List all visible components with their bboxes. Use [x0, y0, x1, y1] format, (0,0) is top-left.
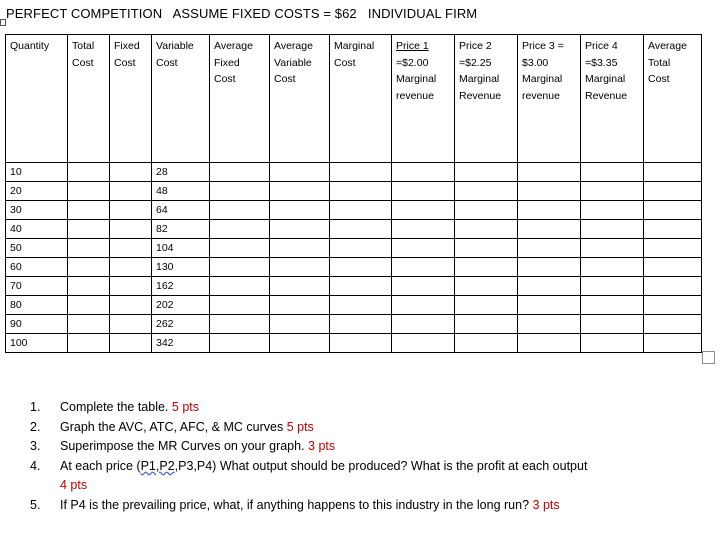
empty-cell[interactable]: [644, 201, 702, 220]
column-header: [644, 35, 702, 163]
column-header-line: Variable: [156, 40, 194, 52]
quantity-cell[interactable]: 80: [6, 296, 68, 315]
empty-cell[interactable]: [644, 182, 702, 201]
quantity-cell[interactable]: 70: [6, 277, 68, 296]
empty-cell[interactable]: [392, 220, 455, 239]
column-header: [152, 35, 210, 163]
empty-cell[interactable]: [210, 277, 270, 296]
instruction-5: [30, 496, 710, 516]
empty-cell[interactable]: [68, 201, 110, 220]
instruction-number: 4.: [30, 458, 41, 473]
empty-cell[interactable]: [330, 334, 392, 353]
empty-cell[interactable]: [210, 163, 270, 182]
quantity-cell[interactable]: 40: [6, 220, 68, 239]
empty-cell[interactable]: [68, 315, 110, 334]
instruction-text: Complete the table.: [60, 400, 169, 414]
empty-cell[interactable]: [68, 182, 110, 201]
table-header-row: [6, 35, 702, 163]
points-label: 3 pts: [308, 439, 336, 453]
empty-cell[interactable]: [518, 277, 581, 296]
table-row: [6, 182, 702, 201]
instruction-number: 1.: [30, 400, 41, 414]
column-header-line: Fixed: [214, 56, 240, 69]
variable-cost-cell[interactable]: 28: [152, 163, 210, 182]
table-row: [6, 163, 702, 182]
empty-cell[interactable]: [68, 334, 110, 353]
column-header-line: Marginal: [585, 73, 626, 85]
empty-cell[interactable]: [270, 258, 330, 277]
column-header: [518, 35, 581, 163]
empty-cell[interactable]: [581, 296, 644, 315]
empty-cell[interactable]: [330, 296, 392, 315]
empty-cell[interactable]: [110, 315, 152, 334]
empty-cell[interactable]: [270, 182, 330, 201]
column-header: [68, 35, 110, 163]
empty-cell[interactable]: [518, 296, 581, 315]
instructions-list: [30, 398, 710, 515]
instruction-text-cont: ,P3,P4) What output should be produced? What is the profit at each output: [174, 458, 588, 473]
empty-cell[interactable]: [455, 315, 518, 334]
column-header-line: Cost: [114, 56, 136, 69]
variable-cost-cell[interactable]: 262: [152, 315, 210, 334]
instruction-1: [30, 398, 710, 418]
points-label: 5 pts: [286, 419, 314, 434]
empty-cell[interactable]: [210, 220, 270, 239]
table-row: [6, 201, 702, 220]
table-move-handle[interactable]: [0, 19, 6, 26]
empty-cell[interactable]: [581, 334, 644, 353]
instruction-number: 5.: [30, 497, 41, 512]
empty-cell[interactable]: [455, 239, 518, 258]
empty-cell[interactable]: [644, 334, 702, 353]
empty-cell[interactable]: [644, 315, 702, 334]
table-row: [6, 296, 702, 315]
column-header-line: Marginal: [334, 40, 375, 52]
empty-cell[interactable]: [210, 239, 270, 258]
empty-cell[interactable]: [518, 239, 581, 258]
empty-cell[interactable]: [270, 201, 330, 220]
empty-cell[interactable]: [644, 239, 702, 258]
points-label: 3 pts: [532, 497, 560, 512]
column-header: [581, 35, 644, 163]
column-header-line: =$3.35: [585, 56, 618, 69]
table-row: [6, 239, 702, 258]
column-header-line: Cost: [72, 56, 94, 69]
column-header-line: Cost: [156, 56, 178, 69]
empty-cell[interactable]: [330, 315, 392, 334]
empty-cell[interactable]: [270, 296, 330, 315]
empty-cell[interactable]: [68, 258, 110, 277]
column-header-line: Average: [214, 40, 253, 52]
column-header-line: Variable: [274, 56, 312, 69]
document-title: PERFECT COMPETITION ASSUME FIXED COSTS = $62 INDIVIDUAL FIRM: [6, 6, 478, 21]
column-header-line: Marginal: [459, 73, 500, 85]
column-header-line: Price 3 =: [522, 40, 564, 52]
empty-cell[interactable]: [581, 201, 644, 220]
empty-cell[interactable]: [270, 315, 330, 334]
empty-cell[interactable]: [581, 220, 644, 239]
column-header-line: revenue: [396, 89, 434, 102]
empty-cell[interactable]: [392, 201, 455, 220]
points-label: 4 pts: [60, 478, 88, 492]
empty-cell[interactable]: [110, 334, 152, 353]
empty-cell[interactable]: [455, 296, 518, 315]
empty-cell[interactable]: [110, 258, 152, 277]
empty-cell[interactable]: [210, 315, 270, 334]
instruction-2: [30, 418, 710, 438]
empty-cell[interactable]: [110, 296, 152, 315]
empty-cell[interactable]: [455, 163, 518, 182]
column-header-line: Average: [648, 40, 687, 52]
column-header: [330, 35, 392, 163]
column-header: [270, 35, 330, 163]
empty-cell[interactable]: [518, 163, 581, 182]
column-header-line: Price 2: [459, 40, 492, 52]
empty-cell[interactable]: [392, 239, 455, 258]
variable-cost-cell[interactable]: 64: [152, 201, 210, 220]
quantity-cell[interactable]: 30: [6, 201, 68, 220]
table-body: [6, 163, 702, 353]
spellcheck-flagged-text: P1,P2: [140, 458, 175, 473]
column-header: [210, 35, 270, 163]
empty-cell[interactable]: [270, 163, 330, 182]
instruction-text: Superimpose the MR Curves on your graph.: [60, 439, 305, 453]
variable-cost-cell[interactable]: 104: [152, 239, 210, 258]
variable-cost-cell[interactable]: 202: [152, 296, 210, 315]
table-row: [6, 334, 702, 353]
column-header-line: Revenue: [459, 89, 502, 102]
empty-cell[interactable]: [518, 220, 581, 239]
empty-cell[interactable]: [210, 296, 270, 315]
empty-cell[interactable]: [581, 239, 644, 258]
variable-cost-cell[interactable]: 130: [152, 258, 210, 277]
empty-cell[interactable]: [330, 201, 392, 220]
empty-cell[interactable]: [110, 201, 152, 220]
empty-cell[interactable]: [644, 258, 702, 277]
empty-cell[interactable]: [455, 277, 518, 296]
column-header-line: Price 4: [585, 40, 618, 52]
instruction-3: [30, 437, 710, 457]
column-header-line: Price 1: [396, 40, 429, 52]
empty-cell[interactable]: [392, 182, 455, 201]
empty-cell[interactable]: [68, 239, 110, 258]
empty-cell[interactable]: [455, 182, 518, 201]
column-header-line: Revenue: [585, 89, 628, 102]
empty-cell[interactable]: [644, 296, 702, 315]
empty-cell[interactable]: [330, 258, 392, 277]
empty-cell[interactable]: [110, 163, 152, 182]
empty-cell[interactable]: [455, 201, 518, 220]
table-resize-handle[interactable]: [702, 351, 715, 364]
empty-cell[interactable]: [330, 220, 392, 239]
quantity-cell[interactable]: 90: [6, 315, 68, 334]
empty-cell[interactable]: [581, 315, 644, 334]
empty-cell[interactable]: [392, 258, 455, 277]
empty-cell[interactable]: [581, 163, 644, 182]
empty-cell[interactable]: [110, 182, 152, 201]
column-header-line: Cost: [648, 73, 670, 85]
empty-cell[interactable]: [68, 277, 110, 296]
empty-cell[interactable]: [210, 182, 270, 201]
empty-cell[interactable]: [455, 258, 518, 277]
instruction-number: 3.: [30, 439, 41, 453]
quantity-cell[interactable]: 10: [6, 163, 68, 182]
empty-cell[interactable]: [330, 277, 392, 296]
empty-cell[interactable]: [455, 220, 518, 239]
empty-cell[interactable]: [392, 296, 455, 315]
quantity-cell[interactable]: 50: [6, 239, 68, 258]
empty-cell[interactable]: [581, 277, 644, 296]
empty-cell[interactable]: [581, 182, 644, 201]
empty-cell[interactable]: [392, 163, 455, 182]
empty-cell[interactable]: [581, 258, 644, 277]
quantity-cell[interactable]: 20: [6, 182, 68, 201]
empty-cell[interactable]: [455, 334, 518, 353]
empty-cell[interactable]: [68, 220, 110, 239]
empty-cell[interactable]: [644, 163, 702, 182]
column-header-line: Average: [274, 40, 313, 52]
instruction-text: At each price (: [60, 458, 141, 473]
empty-cell[interactable]: [518, 258, 581, 277]
variable-cost-cell[interactable]: 82: [152, 220, 210, 239]
variable-cost-cell[interactable]: 342: [152, 334, 210, 353]
instruction-4: [30, 457, 710, 496]
table-row: [6, 315, 702, 334]
empty-cell[interactable]: [518, 334, 581, 353]
column-header: [6, 35, 68, 163]
column-header: [392, 35, 455, 163]
empty-cell[interactable]: [392, 277, 455, 296]
column-header-line: =$2.25: [459, 56, 492, 69]
empty-cell[interactable]: [518, 201, 581, 220]
variable-cost-cell[interactable]: 48: [152, 182, 210, 201]
empty-cell[interactable]: [110, 220, 152, 239]
column-header-line: $3.00: [522, 56, 549, 69]
column-header-line: Total: [72, 40, 95, 52]
column-header-line: Cost: [214, 73, 236, 85]
empty-cell[interactable]: [68, 163, 110, 182]
cost-table: [5, 34, 702, 353]
instruction-number: 2.: [30, 419, 41, 434]
column-header: [110, 35, 152, 163]
empty-cell[interactable]: [270, 239, 330, 258]
empty-cell[interactable]: [210, 258, 270, 277]
empty-cell[interactable]: [644, 220, 702, 239]
empty-cell[interactable]: [270, 220, 330, 239]
column-header-line: Cost: [334, 56, 356, 69]
column-header-line: Quantity: [10, 40, 50, 52]
empty-cell[interactable]: [644, 277, 702, 296]
empty-cell[interactable]: [518, 182, 581, 201]
table-row: [6, 258, 702, 277]
empty-cell[interactable]: [270, 334, 330, 353]
empty-cell[interactable]: [392, 315, 455, 334]
column-header-line: Fixed: [114, 40, 140, 52]
empty-cell[interactable]: [110, 239, 152, 258]
empty-cell[interactable]: [392, 334, 455, 353]
empty-cell[interactable]: [330, 239, 392, 258]
quantity-cell[interactable]: 100: [6, 334, 68, 353]
instruction-text: Graph the AVC, ATC, AFC, & MC curves: [60, 419, 284, 434]
column-header-line: =$2.00: [396, 56, 429, 69]
variable-cost-cell[interactable]: 162: [152, 277, 210, 296]
table-row: [6, 220, 702, 239]
empty-cell[interactable]: [210, 334, 270, 353]
column-header-line: revenue: [522, 89, 560, 102]
quantity-cell[interactable]: 60: [6, 258, 68, 277]
column-header-line: Total: [648, 56, 671, 69]
instruction-text: If P4 is the prevailing price, what, if anything happens to this industry in the long run?: [60, 497, 530, 512]
points-label: 5 pts: [171, 400, 199, 414]
table-row: [6, 277, 702, 296]
empty-cell[interactable]: [270, 277, 330, 296]
empty-cell[interactable]: [518, 315, 581, 334]
empty-cell[interactable]: [330, 163, 392, 182]
column-header: [455, 35, 518, 163]
column-header-line: Marginal: [396, 73, 437, 85]
column-header-line: Marginal: [522, 73, 563, 85]
empty-cell[interactable]: [210, 201, 270, 220]
empty-cell[interactable]: [68, 296, 110, 315]
column-header-line: Cost: [274, 73, 296, 85]
empty-cell[interactable]: [330, 182, 392, 201]
empty-cell[interactable]: [110, 277, 152, 296]
